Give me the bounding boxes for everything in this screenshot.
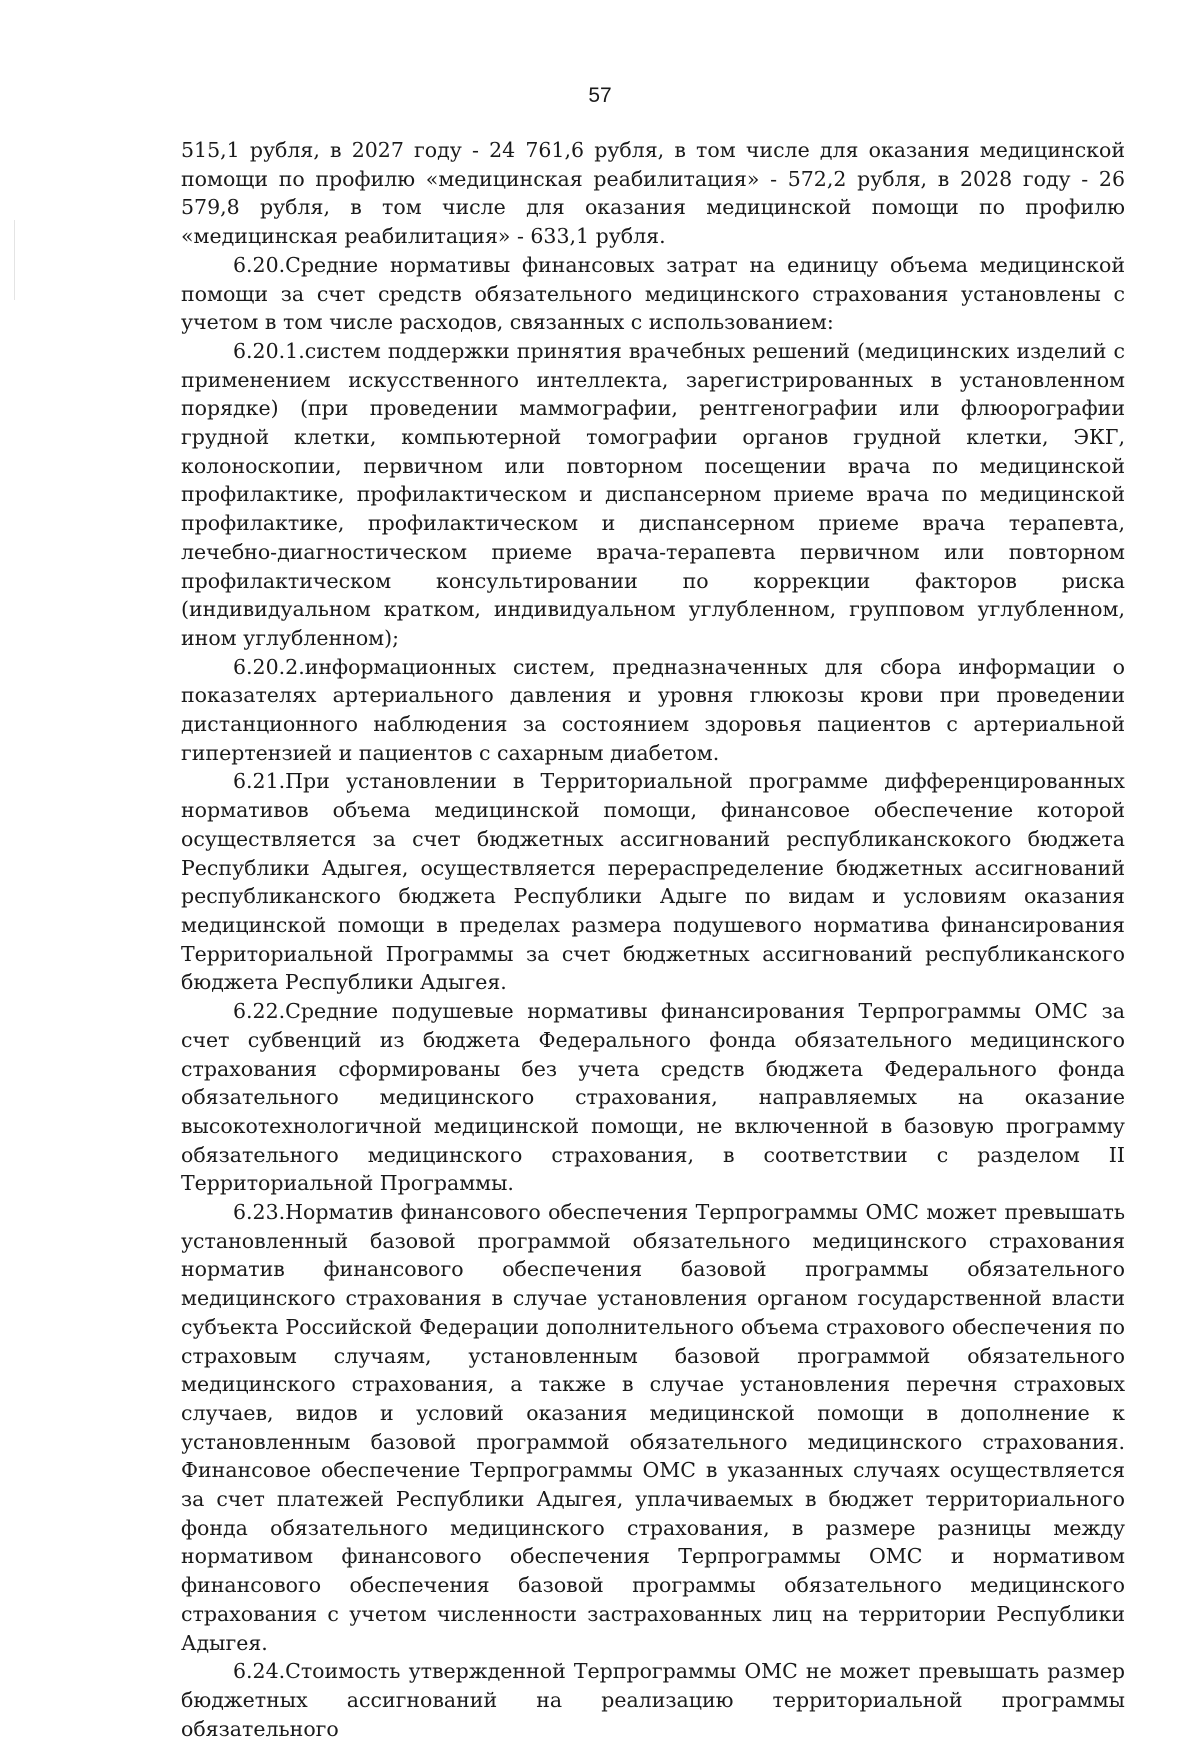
page-number: 57 <box>588 84 612 107</box>
paragraph-6-22: 6.22.Средние подушевые нормативы финансирования Терпрограммы ОМС за счет субвенций из бюджета Федерального фонда обязательного медицинского страхования сформированы без учета средств бюджета Федерального фонда обязательного медицинского страхования, направляемых на оказание высокотехнологичной медицинской помощи, не включенной в базовую программу обязательного медицинского страхования, в соответствии с разделом II Территориальной Программы. <box>181 999 1125 1196</box>
paragraph-6-20-1: 6.20.1.систем поддержки принятия врачебных решений (медицинских изделий с применением искусственного интеллекта, зарегистрированных в установленном порядке) (при проведении маммографии, рентгенографии или флюорографии грудной клетки, компьютерной томографии органов грудной клетки, ЭКГ, колоноскопии, первичном или повторном посещении врача по медицинской профилактике, профилактическом и диспансерном приеме врача по медицинской профилактике, профилактическом и диспансерном приеме врача терапевта, лечебно-диагностическом приеме врача-терапевта первичном или повторном профилактическом консультировании по коррекции факторов риска (индивидуальном кратком, индивидуальном углубленном, групповом углубленном, ином углубленном); <box>181 338 1125 650</box>
paragraph-6-20: 6.20.Средние нормативы финансовых затрат на единицу объема медицинской помощи за счет средств обязательного медицинского страхования установлены с учетом в том числе расходов, связанных с использованием: <box>181 252 1125 335</box>
scan-artifact-line <box>14 220 15 300</box>
paragraph-6-20-2: 6.20.2.информационных систем, предназначенных для сбора информации о показателях артериального давления и уровня глюкозы крови при проведении дистанционного наблюдения за состоянием здоровья пациентов с артериальной гипертензией и пациентов с сахарным диабетом. <box>181 654 1125 765</box>
paragraph-6-21: 6.21.При установлении в Территориальной программе дифференцированных нормативов объема медицинской помощи, финансовое обеспечение которой осуществляется за счет бюджетных ассигнований республиканскокого бюджета Республики Адыгея, осуществляется перераспределение бюджетных ассигнований республиканского бюджета Республики Адыге по видам и условиям оказания медицинской помощи в пределах размера подушевого норматива финансирования Территориальной Программы за счет бюджетных ассигнований республиканского бюджета Республики Адыгея. <box>181 769 1125 995</box>
document-body <box>181 136 1125 1743</box>
paragraph-6-24: 6.24.Стоимость утвержденной Терпрограммы ОМС не может превышать размер бюджетных ассигнований на реализацию территориальной программы обязательного <box>181 1659 1125 1741</box>
paragraph-continuation: 515,1 рубля, в 2027 году - 24 761,6 рубля, в том числе для оказания медицинской помощи по профилю «медицинская реабилитация» - 572,2 рубля, в 2028 году - 26 579,8 рубля, в том числе для оказания медицинской помощи по профилю «медицинская реабилитация» - 633,1 рубля. <box>181 138 1125 249</box>
paragraph-6-23: 6.23.Норматив финансового обеспечения Терпрограммы ОМС может превышать установленный базовой программой обязательного медицинского страхования норматив финансового обеспечения базовой программы обязательного медицинского страхования в случае установления органом государственной власти субъекта Российской Федерации дополнительного объема страхового обеспечения по страховым случаям, установленным базовой программой обязательного медицинского страхования, а также в случае установления перечня страховых случаев, видов и условий оказания медицинской помощи в дополнение к установленным базовой программой обязательного медицинского страхования. Финансовое обеспечение Терпрограммы ОМС в указанных случаях осуществляется за счет платежей Республики Адыгея, уплачиваемых в бюджет территориального фонда обязательного медицинского страхования, в размере разницы между нормативом финансового обеспечения Терпрограммы ОМС и нормативом финансового обеспечения базовой программы обязательного медицинского страхования с учетом численности застрахованных лиц на территории Республики Адыгея. <box>181 1200 1125 1655</box>
